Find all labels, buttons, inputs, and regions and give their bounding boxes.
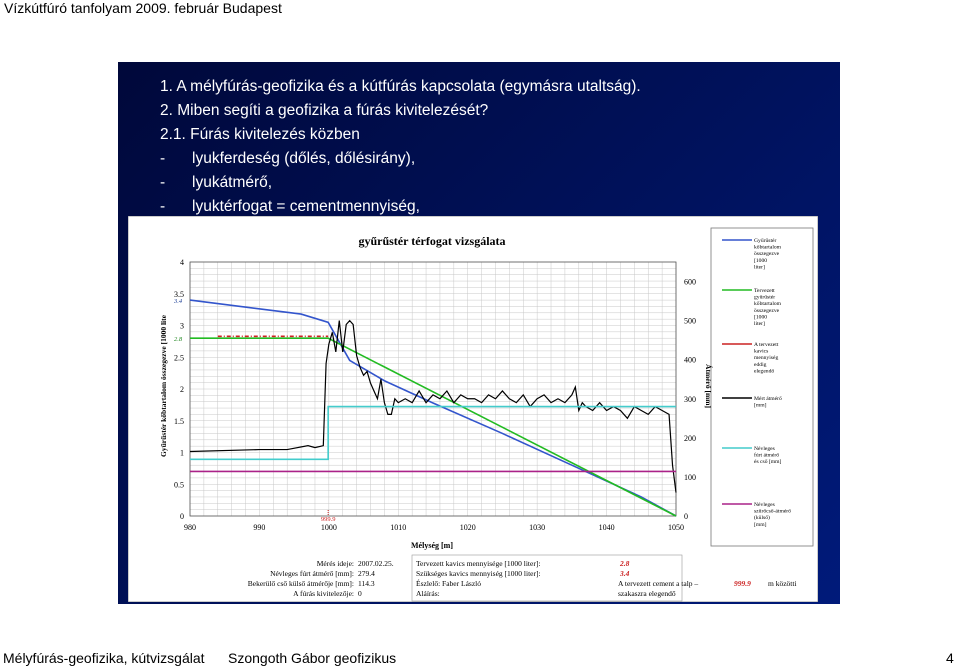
cement-note-value: 999.9 <box>734 579 751 588</box>
subpoint-1-text: lyukferdeség (dőlés, dőlésirány), <box>192 150 416 167</box>
annulus-volume-chart <box>128 216 818 602</box>
y-right-axis-label: Átmérő [mm] <box>704 364 713 408</box>
subpoint-2 <box>160 172 272 193</box>
footer-page-number: 4 <box>946 650 954 666</box>
info-label-2: Aláírás: <box>416 589 440 598</box>
info-value-2: 2.8 <box>620 559 630 568</box>
info-label: A fúrás kivitelezője: <box>293 589 354 598</box>
legend-label-1: Tervezett gyűrűstér kőbtartalom összegezve [1000 liter] <box>754 288 782 327</box>
subpoint-2-text: lyukátmérő, <box>192 174 273 191</box>
info-label: Mérés ideje: <box>316 559 354 568</box>
cement-note-line2: szakaszra elegendő <box>618 589 676 598</box>
y-right-tick-label: 100 <box>684 472 696 482</box>
info-value: 114.3 <box>358 579 375 588</box>
x-tick-label: 1050 <box>668 523 684 532</box>
info-label-2: Észlelő: Faber László <box>416 579 481 588</box>
info-value: 0 <box>358 589 362 598</box>
y-right-tick-label: 500 <box>684 316 696 326</box>
info-label: Bekerülő cső külső átmérője [mm]: <box>247 579 354 588</box>
bullet-dash: - <box>160 198 166 215</box>
info-value: 2007.02.25. <box>358 559 394 568</box>
cement-note-suffix: m közötti <box>768 579 797 588</box>
footer-author: Szongoth Gábor geofizikus <box>228 650 397 666</box>
y-left-tick-label: 0.5 <box>174 480 184 490</box>
y-right-tick-label: 600 <box>684 277 696 287</box>
annotation-999-9: 999.9 <box>320 516 336 523</box>
header-title: Vízkútfúró tanfolyam 2009. február Budapest <box>4 0 282 16</box>
point-2-1: 2.1. Fúrás kivitelezés közben <box>160 126 360 143</box>
x-tick-label: 990 <box>253 523 266 532</box>
legend-label-2: A tervezett kavics mennyiség eddig elegendő <box>754 342 779 375</box>
x-axis-label: Mélység [m] <box>411 541 453 550</box>
subpoint-3 <box>160 196 420 217</box>
subpoint-1 <box>160 148 415 169</box>
info-label: Névleges fúrt átmérő [mm]: <box>270 569 354 578</box>
bullet-dash: - <box>160 150 166 167</box>
y-left-tick-label: 3.5 <box>174 289 184 299</box>
x-tick-label: 980 <box>184 523 196 532</box>
y-left-axis-label: Gyűrűstér kőbtartalom összegezve [1000 lite <box>159 315 168 457</box>
point-2: 2. Miben segíti a geofizika a fúrás kivitelezését? <box>160 102 489 119</box>
y-left-tick-label: 3 <box>180 321 184 331</box>
y-right-tick-label: 0 <box>684 512 688 521</box>
legend-label-4: Névleges fúrt átmérő és cső [mm] <box>754 446 782 466</box>
x-tick-label: 1010 <box>390 523 407 532</box>
legend-label-0: Gyűrűstér kőbtartalom összegezve [1000 liter] <box>754 238 782 271</box>
chart-title: gyűrűstér térfogat vizsgálata <box>358 234 506 248</box>
subpoint-3-text: lyuktérfogat = cementmennyiség, <box>192 198 420 215</box>
chart-image <box>128 216 818 602</box>
legend-label-5: Névleges szűrőcső-átmérő (külső) [mm] <box>754 502 791 528</box>
y-left-tick-label: 4 <box>180 258 184 267</box>
y-left-tick-label: 1 <box>180 448 184 458</box>
info-value: 279.4 <box>358 569 375 578</box>
legend-label-3: Mért átmérő [mm] <box>754 396 782 409</box>
x-tick-label: 1030 <box>529 523 546 532</box>
y-left-tick-label: 2 <box>180 385 184 394</box>
y-right-tick-label: 200 <box>684 433 696 443</box>
footer-course: Mélyfúrás-geofizika, kútvizsgálat <box>3 650 205 666</box>
info-value-2: 3.4 <box>620 569 630 578</box>
y-right-tick-label: 400 <box>684 355 696 365</box>
annotation-2-8: 2.8 <box>174 336 183 344</box>
annotation-3-4: 3.4 <box>174 298 183 306</box>
bullet-dash: - <box>160 174 166 191</box>
y-left-tick-label: 2.5 <box>174 353 184 363</box>
x-tick-label: 1040 <box>598 523 615 532</box>
info-label-2: Tervezett kavics mennyisége [1000 liter]: <box>416 559 541 568</box>
y-right-tick-label: 300 <box>684 394 696 404</box>
y-left-tick-label: 1.5 <box>174 416 184 426</box>
x-tick-label: 1000 <box>320 523 337 532</box>
x-tick-label: 1020 <box>459 523 476 532</box>
cement-note-prefix: A tervezett cement a talp – <box>618 579 699 588</box>
info-label-2: Szükséges kavics mennyiség [1000 liter]: <box>416 569 541 578</box>
y-left-tick-label: 0 <box>180 512 184 521</box>
point-1: 1. A mélyfúrás-geofizika és a kútfúrás kapcsolata (egymásra utaltság). <box>160 78 641 95</box>
